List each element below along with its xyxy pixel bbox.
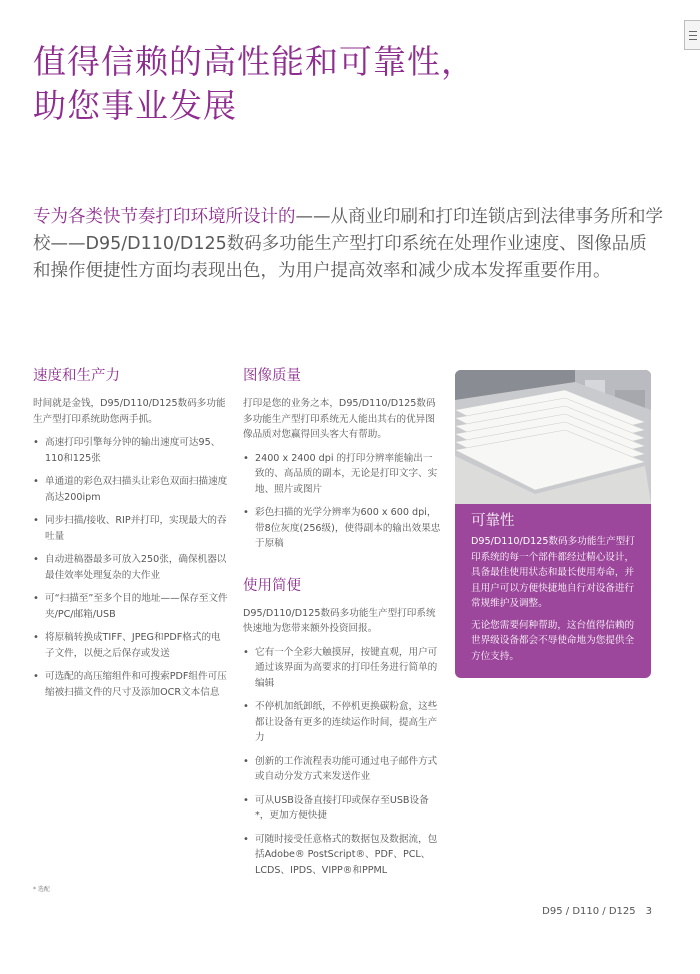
bullet-icon: •: [243, 833, 249, 845]
list-item: [33, 669, 229, 700]
list-item-text: 彩色扫描的光学分辨率为600 x 600 dpi，带8位灰度(256级)，使得副本的输出效果忠于原稿: [255, 507, 441, 549]
intro-rest: ——从商业印刷和打印连锁店到法律事务所和学校——D95/D110/D125数码多功能生产型打印系统在处理作业速度、图像品质和操作便捷性方面均表现出色，为用户提高效率和减少成本发挥重要作用。: [33, 207, 663, 281]
bullet-icon: •: [243, 452, 249, 464]
reliability-box: [455, 504, 651, 678]
footnote: * 选配: [33, 886, 50, 893]
list-item: [243, 505, 441, 552]
bullet-icon: •: [33, 671, 39, 682]
list-item: [243, 645, 441, 692]
intro-paragraph: [33, 204, 663, 285]
list-item: [243, 832, 441, 879]
quality-title: 图像质量: [243, 368, 301, 384]
bullet-icon: •: [33, 476, 39, 487]
bullet-icon: •: [33, 515, 39, 526]
list-item-text: 高速打印引擎每分钟的输出速度可达95、110和125张: [45, 437, 221, 464]
list-item: [33, 552, 229, 583]
list-item: [243, 793, 441, 824]
bullet-icon: •: [33, 554, 39, 565]
page-headline: [33, 40, 593, 128]
bullet-icon: •: [243, 794, 249, 806]
middle-column: [243, 366, 441, 886]
ease-section: [243, 576, 441, 879]
reliability-para-2: 无论您需要何种帮助，这台值得信赖的世界级设备都会不辱使命地为您提供全方位支持。: [471, 619, 635, 662]
list-item-text: 同步扫描/接收、RIP并打印，实现最大的吞吐量: [45, 515, 227, 542]
bullet-icon: •: [243, 755, 249, 767]
paper-stack-illustration: [455, 370, 651, 504]
reliability-para-1: D95/D110/D125数码多功能生产型打印系统的每一个部件都经过精心设计，具备最佳使用状态和最长使用寿命，并且用户可以方便快捷地自行对设备进行常规维护及调整。: [471, 536, 635, 609]
quality-lead: 打印是您的业务之本，D95/D110/D125数码多功能生产型打印系统无人能出其右的优异图像品质对您赢得回头客大有帮助。: [243, 398, 436, 440]
quality-list: [243, 451, 441, 552]
bullet-icon: •: [33, 593, 39, 604]
bullet-icon: •: [33, 632, 39, 643]
bullet-icon: •: [243, 646, 249, 658]
reliability-title: 可靠性: [471, 513, 515, 529]
list-item: [33, 630, 229, 661]
list-item-text: 2400 x 2400 dpi 的打印分辨率能输出一致的、高品质的副本，无论是打印文字、实地、照片或图片: [255, 452, 438, 495]
paper-stack-photo: [455, 370, 651, 504]
page-number: 3: [645, 906, 652, 917]
page-tab[interactable]: [684, 20, 700, 50]
list-item-text: 可随时接受任意格式的数据包及数据流，包括Adobe® PostScript®、PDF、PCL、LCDS、IPDS、VIPP®和PPML: [255, 833, 438, 876]
list-item-text: 它有一个全彩大触摸屏，按键直观，用户可通过该界面为高要求的打印任务进行简单的编辑: [255, 646, 438, 689]
list-item-text: 可选配的高压缩组件和可搜索PDF组件可压缩被扫描文件的尺寸及添加OCR文本信息: [45, 671, 227, 698]
list-item: [243, 451, 441, 498]
list-item: [33, 513, 229, 544]
speed-section: [33, 366, 229, 708]
menu-icon: [689, 31, 697, 40]
list-item: [33, 591, 229, 622]
list-item: [243, 699, 441, 746]
list-item-text: 可从USB设备直接打印或保存至USB设备*，更加方便快捷: [255, 794, 429, 821]
ease-lead: D95/D110/D125数码多功能生产型打印系统快速地为您带来额外投资回报。: [243, 607, 436, 634]
intro-highlight: 专为各类快节奏打印环境所设计的: [33, 207, 296, 227]
quality-section: [243, 366, 441, 552]
ease-list: [243, 645, 441, 879]
list-item: [33, 435, 229, 466]
bullet-icon: •: [33, 437, 39, 448]
page-footer: [542, 906, 652, 917]
list-item-text: 单通道的彩色双扫描头让彩色双面扫描速度高达200ipm: [45, 476, 228, 503]
headline-line-2: 助您事业发展: [33, 86, 237, 125]
list-item-text: 自动进稿器最多可放入250张，确保机器以最佳效率处理复杂的大作业: [45, 554, 227, 581]
list-item-text: 可“扫描至”至多个目的地址——保存至文件夹/PC/邮箱/USB: [45, 593, 228, 620]
speed-list: [33, 435, 229, 700]
list-item-text: 不停机加纸卸纸，不停机更换碳粉盒，这些都让设备有更多的连续运作时间，提高生产力: [255, 701, 438, 743]
headline-line-1: 值得信赖的高性能和可靠性，: [33, 42, 475, 81]
list-item: [33, 474, 229, 505]
ease-title: 使用简便: [243, 577, 301, 594]
list-item-text: 将原稿转换成TIFF、JPEG和PDF格式的电子文件，以便之后保存或发送: [45, 632, 221, 659]
footer-models: D95 / D110 / D125: [542, 906, 636, 917]
bullet-icon: •: [243, 701, 249, 712]
list-item: [243, 754, 441, 785]
bullet-icon: •: [243, 507, 249, 518]
speed-lead: 时间就是金钱，D95/D110/D125数码多功能生产型打印系统助您两手抓。: [33, 398, 226, 425]
speed-title: 速度和生产力: [33, 368, 120, 384]
list-item-text: 创新的工作流程表功能可通过电子邮件方式或自动分发方式来发送作业: [255, 755, 438, 782]
